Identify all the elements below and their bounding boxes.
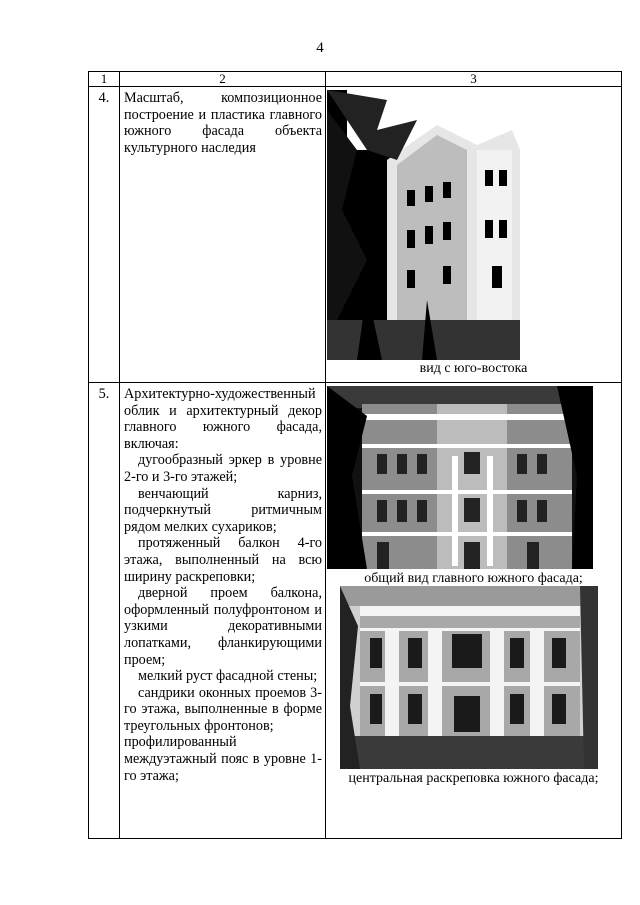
building-photo-icon bbox=[327, 90, 520, 360]
page-number: 4 bbox=[316, 40, 324, 56]
row-text: Масштаб, композиционное построение и пластика главного южного фасада объекта культурного наследия bbox=[124, 90, 322, 156]
facade-center-photo-icon bbox=[340, 586, 598, 769]
table-row bbox=[89, 87, 622, 383]
row-description bbox=[120, 383, 326, 839]
list-item: мелкий руст фасадной стены; bbox=[138, 668, 318, 685]
row-description bbox=[120, 87, 326, 383]
list-item: сандрики оконных проемов 3-го этажа, выполненные в форме треугольных фронтонов; bbox=[124, 684, 322, 734]
list-item: венчающий карниз, подчеркнутый ритмичным рядом мелких сухариков; bbox=[124, 485, 322, 535]
table-row bbox=[89, 383, 622, 839]
header-col-2: 2 bbox=[120, 72, 326, 87]
table-header-row bbox=[89, 72, 622, 87]
photo-caption: вид с юго-востока bbox=[419, 361, 528, 376]
photo-caption: центральная раскреповка южного фасада; bbox=[348, 771, 599, 786]
list-item: дверной проем балкона, оформленный полуфронтоном и узкими декоративными лопатками, фланкирующими проем; bbox=[124, 585, 322, 668]
row-number: 5. bbox=[89, 383, 120, 839]
row-title: Архитектурно-художественный облик и архитектурный декор главного южного фасада, включая: bbox=[124, 386, 322, 452]
heritage-table bbox=[88, 71, 622, 839]
list-item: протяженный балкон 4-го этажа, выполненный на всю ширину раскреповки; bbox=[124, 535, 322, 585]
list-item: профилированный междуэтажный пояс в уровне 1- го этажа; bbox=[124, 734, 322, 784]
photo-caption: общий вид главного южного фасада; bbox=[364, 571, 583, 586]
list-item: дугообразный эркер в уровне 2-го и 3-го этажей; bbox=[124, 452, 322, 485]
photo-cell bbox=[326, 87, 622, 383]
header-col-3: 3 bbox=[326, 72, 622, 87]
header-col-1: 1 bbox=[89, 72, 120, 87]
row-number: 4. bbox=[89, 87, 120, 383]
facade-photo-icon bbox=[327, 386, 593, 569]
photo-cell bbox=[326, 383, 622, 839]
